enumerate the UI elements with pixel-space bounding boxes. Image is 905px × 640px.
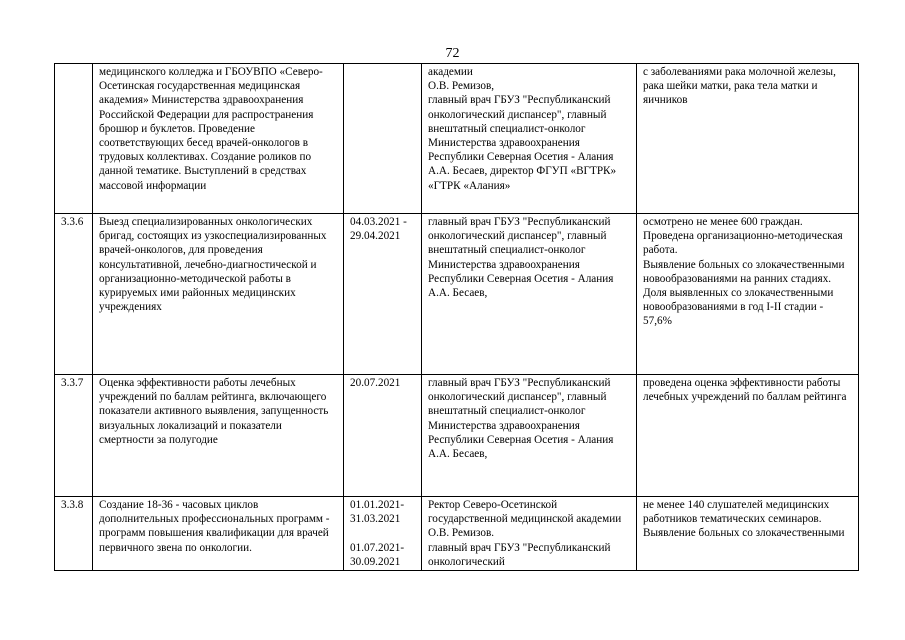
dates-cell <box>344 64 422 214</box>
result-cell: с заболеваниями рака молочной железы, рака шейки матки, рака тела матки и яичников <box>637 64 859 214</box>
result-cell: не менее 140 слушателей медицинских работников тематических семинаров. Выявление больных со злокачественными <box>637 497 859 571</box>
activity-cell: Оценка эффективности работы лечебных учреждений по баллам рейтинга, включающего показатели активного выявления, запущенность визуальных локализаций и показатели смертности за полугодие <box>93 375 344 497</box>
page-number: 72 <box>445 46 460 61</box>
action-plan-table <box>54 63 859 571</box>
table-row <box>55 375 859 497</box>
table-row <box>55 64 859 214</box>
dates-cell: 04.03.2021 - 29.04.2021 <box>344 214 422 375</box>
item-number-cell <box>55 64 93 214</box>
responsible-cell: академии О.В. Ремизов, главный врач ГБУЗ "Республиканский онкологический диспансер", главный внештатный специалист-онколог Министерства здравоохранения Республики Северная Осетия - Алания А.А. Бесаев, директор ФГУП «ВГТРК» «ГТРК «Алания» <box>422 64 637 214</box>
activity-cell: Выезд специализированных онкологических бригад, состоящих из узкоспециализированных врачей-онкологов, для проведения консультативной, лечебно-диагностической и организационно-методической работы в курируемых ими районных медицинских учреждениях <box>93 214 344 375</box>
result-cell: осмотрено не менее 600 граждан. Проведена организационно-методическая работа. Выявление больных со злокачественными новообразованиями на ранних стадиях. Доля выявленных со злокачественными новообразованиями в год I-II стадии - 57,6% <box>637 214 859 375</box>
result-cell: проведена оценка эффективности работы лечебных учреждений по баллам рейтинга <box>637 375 859 497</box>
activity-cell: медицинского колледжа и ГБОУВПО «Северо-Осетинская государственная медицинская академия» Министерства здравоохранения Российской Федерации для распространения брошюр и буклетов. Проведение соответствующих бесед врачей-онкологов в трудовых коллективах. Создание роликов по данной тематике. Выступлений в средствах массовой информации <box>93 64 344 214</box>
responsible-cell: главный врач ГБУЗ "Республиканский онкологический диспансер", главный внештатный специалист-онколог Министерства здравоохранения Республики Северная Осетия - Алания А.А. Бесаев, <box>422 375 637 497</box>
dates-cell: 01.01.2021- 31.03.2021 01.07.2021- 30.09.2021 <box>344 497 422 571</box>
item-number-cell: 3.3.7 <box>55 375 93 497</box>
item-number-cell: 3.3.8 <box>55 497 93 571</box>
responsible-cell: главный врач ГБУЗ "Республиканский онкологический диспансер", главный внештатный специалист-онколог Министерства здравоохранения Республики Северная Осетия - Алания А.А. Бесаев, <box>422 214 637 375</box>
activity-cell: Создание 18-36 - часовых циклов дополнительных профессиональных программ - программ повышения квалификации для врачей первичного звена по онкологии. <box>93 497 344 571</box>
dates-cell: 20.07.2021 <box>344 375 422 497</box>
table-row <box>55 497 859 571</box>
table-row <box>55 214 859 375</box>
responsible-cell: Ректор Северо-Осетинской государственной медицинской академии О.В. Ремизов. главный врач ГБУЗ "Республиканский онкологический <box>422 497 637 571</box>
item-number-cell: 3.3.6 <box>55 214 93 375</box>
